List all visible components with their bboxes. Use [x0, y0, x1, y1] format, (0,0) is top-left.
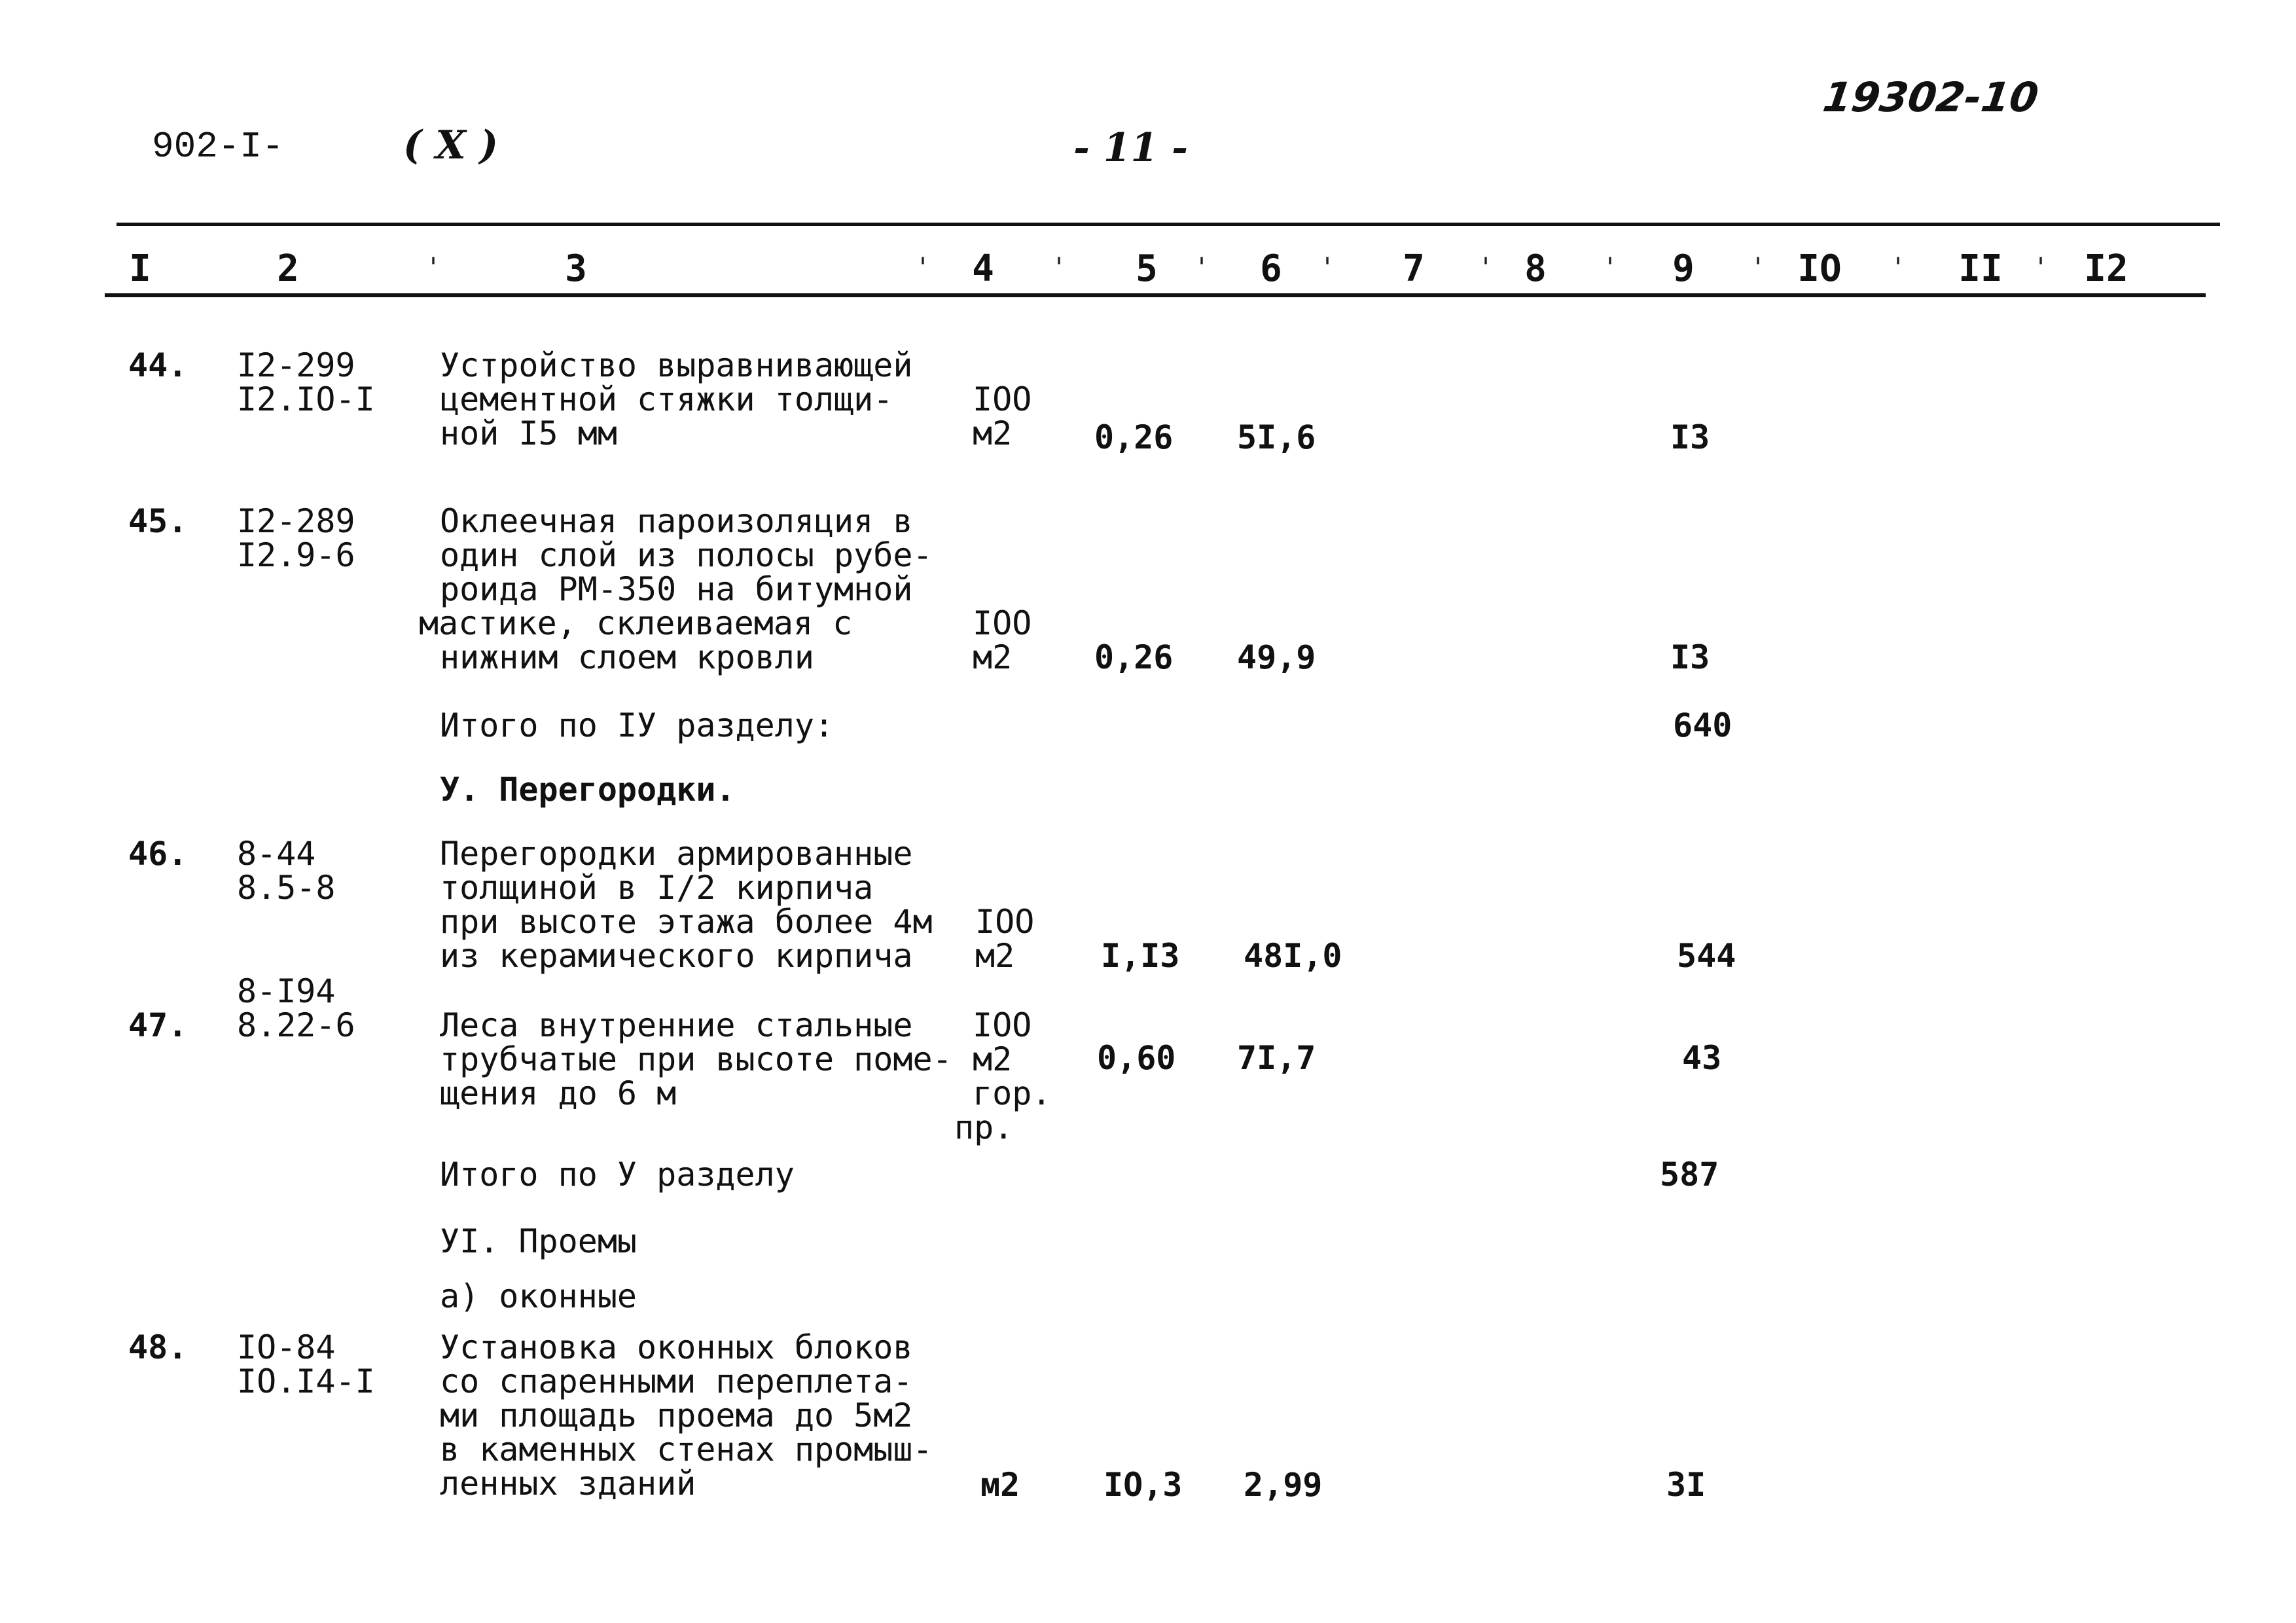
column-header-12: I2 [2084, 247, 2128, 290]
description-line: ми площадь проема до 5м2 [440, 1396, 913, 1434]
section-total-value: 640 [1673, 706, 1732, 744]
work-description [440, 1330, 933, 1501]
description-line: Устройство выравнивающей [440, 346, 913, 384]
description-line: нижним слоем кровли [440, 638, 814, 676]
column-header-7: 7 [1403, 247, 1425, 290]
description-line: Леса внутренние стальные [440, 1006, 913, 1044]
description-line: из керамического кирпича [440, 937, 913, 975]
unit-line: гор. [973, 1074, 1052, 1112]
work-description [440, 348, 912, 450]
rate-code: 8.5-8 [237, 869, 336, 907]
total-cost: 544 [1677, 937, 1736, 975]
rate-code: I2.IO-I [237, 380, 375, 418]
subsection-heading: а) оконные [440, 1277, 637, 1315]
work-description [419, 502, 933, 676]
unit-line: м2 [973, 638, 1013, 676]
unit-line: м2 [975, 937, 1015, 975]
unit-line: м2 [973, 1040, 1013, 1078]
unit-cost: 7I,7 [1237, 1039, 1316, 1077]
rate-code: I2.9-6 [237, 536, 355, 574]
unit-of-measure: м2 [980, 1466, 1020, 1504]
rate-code: IO-84 [237, 1328, 336, 1366]
quantity: 0,60 [1097, 1039, 1176, 1077]
rate-codes [237, 348, 375, 416]
work-description [440, 837, 933, 973]
column-separator: ' [1602, 253, 1619, 283]
section-total-label: Итого по У разделу [440, 1156, 795, 1194]
column-header-3: 3 [565, 247, 587, 290]
column-header-4: 4 [972, 247, 994, 290]
row-number: 45. [128, 502, 188, 540]
row-number: 48. [128, 1328, 188, 1366]
column-separator: ' [1319, 253, 1336, 283]
document-mark: ( X ) [403, 122, 499, 168]
column-separator: ' [1050, 253, 1067, 283]
quantity: 0,26 [1094, 638, 1174, 676]
column-header-10: IO [1797, 247, 1842, 290]
description-line: в каменных стенах промыш- [440, 1431, 933, 1468]
description-line: ной I5 мм [440, 414, 617, 452]
column-header-5: 5 [1136, 247, 1158, 290]
column-separator: ' [2032, 253, 2049, 283]
unit-cost: 2,99 [1244, 1466, 1323, 1504]
description-line: ленных зданий [440, 1465, 696, 1503]
unit-cost: 49,9 [1237, 638, 1316, 676]
total-cost: I3 [1670, 638, 1710, 676]
column-header-1: I [129, 247, 151, 290]
table-header-bottom-rule [105, 293, 2206, 297]
unit-cost: 48I,0 [1244, 937, 1342, 975]
column-header-2: 2 [277, 247, 299, 290]
rate-code: I2-289 [237, 502, 355, 540]
column-separator: ' [1477, 253, 1494, 283]
document-code: 902-I- [152, 126, 284, 168]
column-separator: ' [1193, 253, 1210, 283]
unit-of-measure [954, 1006, 1052, 1146]
column-header-9: 9 [1672, 247, 1695, 290]
description-line: Перегородки армированные [440, 835, 913, 873]
handwritten-stamp: 19302-10 [1820, 73, 2041, 121]
description-line: Оклеечная пароизоляция в [440, 502, 913, 540]
description-line: цементной стяжки толщи- [440, 380, 893, 418]
column-header-6: 6 [1260, 247, 1282, 290]
total-cost: 43 [1682, 1039, 1722, 1077]
quantity: I,I3 [1101, 937, 1180, 975]
description-line: Установка оконных блоков [440, 1328, 913, 1366]
rate-codes [237, 1330, 375, 1398]
total-cost: 3I [1666, 1466, 1706, 1504]
rate-codes [237, 974, 355, 1042]
column-separator: ' [914, 253, 931, 283]
description-line: роида РМ-350 на битумной [440, 570, 913, 608]
total-cost: I3 [1670, 418, 1710, 456]
description-line: при высоте этажа более 4м [440, 903, 933, 941]
column-separator: ' [1890, 253, 1907, 283]
column-separator: ' [425, 253, 442, 283]
work-description [440, 1008, 952, 1110]
section-heading: У. Перегородки. [440, 771, 736, 809]
description-line: трубчатые при высоте поме- [440, 1040, 952, 1078]
unit-line: IOO [973, 1006, 1032, 1044]
description-line: мастике, склеиваемая с [419, 604, 853, 642]
rate-code: 8-I94 [237, 972, 336, 1010]
table-top-rule [117, 223, 2220, 226]
unit-of-measure [975, 905, 1034, 973]
quantity: 0,26 [1094, 418, 1174, 456]
quantity: IO,3 [1103, 1466, 1183, 1504]
rate-code: I2-299 [237, 346, 355, 384]
rate-code: 8-44 [237, 835, 316, 873]
rate-codes [237, 504, 355, 572]
unit-of-measure [973, 382, 1031, 450]
page-number: - 11 - [1073, 125, 1189, 171]
column-header-11: II [1958, 247, 2003, 290]
unit-line: IOO [973, 380, 1032, 418]
rate-code: 8.22-6 [237, 1006, 355, 1044]
unit-line: IOO [973, 604, 1032, 642]
unit-line: пр. [954, 1108, 1014, 1146]
section-total-label: Итого по IУ разделу: [440, 706, 834, 744]
row-number: 46. [128, 835, 188, 873]
description-line: щения до 6 м [440, 1074, 677, 1112]
unit-line: IOO [975, 903, 1035, 941]
rate-codes [237, 837, 336, 905]
section-total-value: 587 [1660, 1156, 1719, 1194]
row-number: 44. [128, 346, 188, 384]
column-header-8: 8 [1524, 247, 1547, 290]
description-line: со спаренными переплета- [440, 1362, 913, 1400]
description-line: толщиной в I/2 кирпича [440, 869, 874, 907]
description-line: один слой из полосы рубе- [440, 536, 933, 574]
section-heading: УI. Проемы [440, 1222, 637, 1260]
rate-code: IO.I4-I [237, 1362, 375, 1400]
row-number: 47. [128, 1006, 188, 1044]
unit-of-measure [973, 606, 1031, 674]
unit-line: м2 [973, 414, 1013, 452]
unit-cost: 5I,6 [1237, 418, 1316, 456]
column-separator: ' [1749, 253, 1767, 283]
